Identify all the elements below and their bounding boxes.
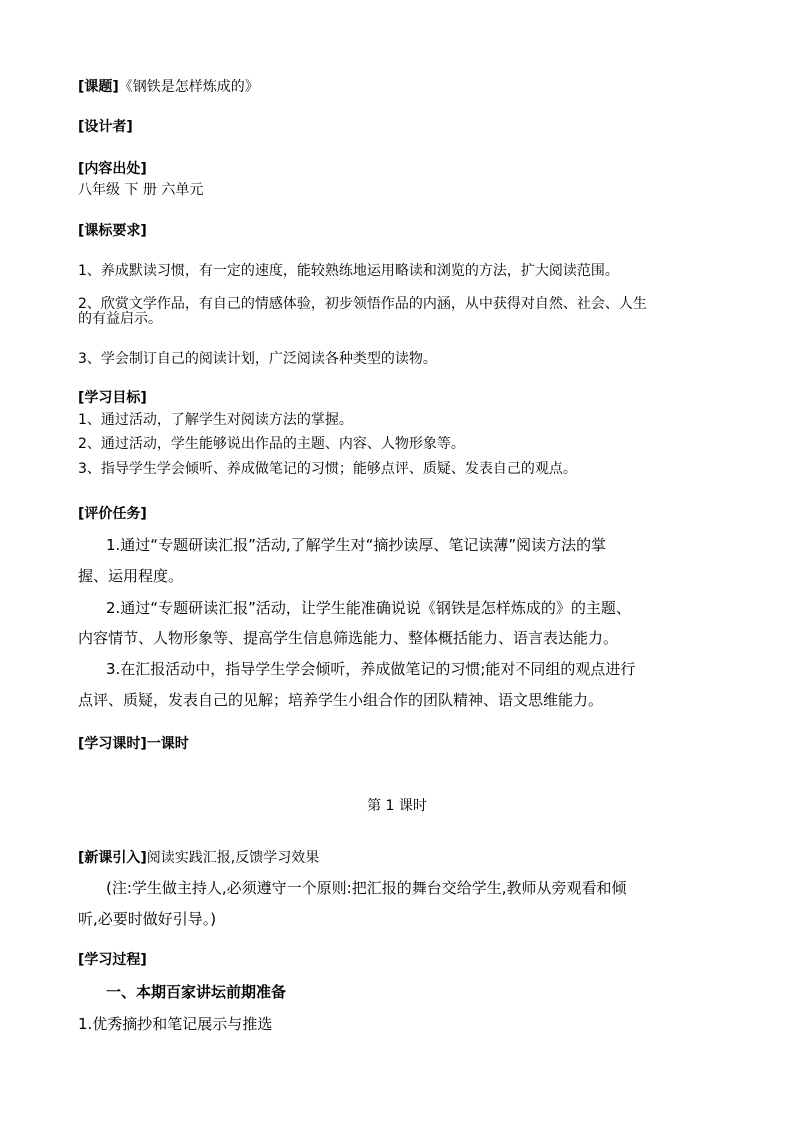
topic-label: [课题] xyxy=(78,79,119,95)
process-section-1: 一、本期百家讲坛前期准备 xyxy=(106,983,287,1001)
intro-label: [新课引入] xyxy=(78,850,147,866)
assessment-line-1: 1.通过“专题研读汇报”活动,了解学生对“摘抄读厚、笔记读薄”阅读方法的掌 xyxy=(106,536,607,554)
source-value: 八年级 下 册 六单元 xyxy=(78,182,204,198)
objectives-item-3: 3、指导学生学会倾听、养成做笔记的习惯；能够点评、质疑、发表自己的观点。 xyxy=(78,461,577,477)
standards-item-2 xyxy=(78,297,718,327)
process-label: [学习过程] xyxy=(78,952,147,968)
intro-note-line-2: 听,必要时做好引导。) xyxy=(78,910,217,928)
standards-item-2-line-1: 2、欣赏文学作品，有自己的情感体验，初步领悟作品的内涵，从中获得对自然、社会、人生 xyxy=(78,296,647,312)
assessment-line-6: 点评、质疑，发表自己的见解；培养学生小组合作的团队精神、语文思维能力。 xyxy=(78,691,604,709)
objectives-item-1: 1、通过活动，了解学生对阅读方法的掌握。 xyxy=(78,412,353,428)
topic-value: 《钢铁是怎样炼成的》 xyxy=(118,79,259,95)
intro-line xyxy=(78,848,319,868)
standards-item-2-line-2: 的有益启示。 xyxy=(78,311,162,327)
process-item-1: 1.优秀摘抄和笔记展示与推选 xyxy=(78,1015,273,1033)
assessment-line-2: 握、运用程度。 xyxy=(78,567,184,585)
hours-label: [学习课时] xyxy=(78,736,147,752)
assessment-line-5: 3.在汇报活动中，指导学生学会倾听，养成做笔记的习惯;能对不同组的观点进行 xyxy=(106,660,636,678)
objectives-item-2: 2、通过活动，学生能够说出作品的主题、内容、人物形象等。 xyxy=(78,436,465,452)
assessment-line-3: 2.通过“专题研读汇报”活动，让学生能准确说说《钢铁是怎样炼成的》的主题、 xyxy=(106,599,631,617)
hours-value: 一课时 xyxy=(146,736,189,752)
objectives-label: [学习目标] xyxy=(78,390,147,406)
designer-label: [设计者] xyxy=(78,119,133,135)
intro-note-line-1: (注:学生做主持人,必须遵守一个原则:把汇报的舞台交给学生,教师从旁观看和倾 xyxy=(106,879,627,897)
assessment-line-4: 内容情节、人物形象等、提高学生信息筛选能力、整体概括能力、语言表达能力。 xyxy=(78,629,619,647)
source-label: [内容出处] xyxy=(78,161,147,177)
standards-item-1: 1、养成默读习惯，有一定的速度，能较熟练地运用略读和浏览的方法，扩大阅读范围。 xyxy=(78,263,619,279)
session-title: 第 1 课时 xyxy=(367,798,427,814)
hours-line xyxy=(78,734,189,754)
intro-value: 阅读实践汇报,反馈学习效果 xyxy=(146,850,320,866)
topic-line xyxy=(78,77,259,97)
assessment-label: [评价任务] xyxy=(78,506,147,522)
standards-label: [课标要求] xyxy=(78,223,147,239)
standards-item-3: 3、学会制订自己的阅读计划，广泛阅读各种类型的读物。 xyxy=(78,351,437,367)
